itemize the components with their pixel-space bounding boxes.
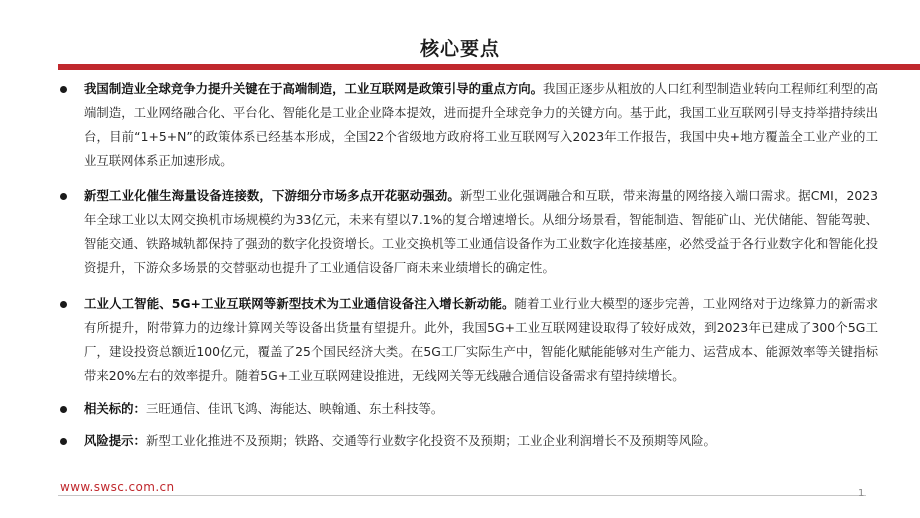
bullet-dot-icon [60, 301, 67, 308]
key-point-body: 随着工业行业大模型的逐步完善，工业网络对于边缘算力的新需求有所提升，附带算力的边缘计算网关等设备出货量有望提升。此外，我国5G+工业互联网建设取得了较好成效，到2023年已建成了300个5G工厂，建设投资总额近100亿元，覆盖了25个国民经济大类。在5G工厂实际生产中，智能化赋能能够对生产能力、运营成本、能源效率等关键指标带来20%左右的效率提升。随着5G+工业互联网建设推进，无线网关等无线融合通信设备需求有望持续增长。 [84, 296, 878, 383]
key-point-heading: 工业人工智能、5G+工业互联网等新型技术为工业通信设备注入增长新动能。 [84, 296, 515, 311]
key-point [60, 77, 878, 173]
bullet-dot-icon [60, 86, 67, 93]
related-stocks-label: 相关标的： [84, 401, 146, 416]
bullet-dot-icon [60, 406, 67, 413]
footer-divider [58, 495, 866, 496]
page-title: 核心要点 [419, 38, 500, 60]
title-divider [58, 64, 920, 70]
key-point-heading: 新型工业化催生海量设备连接数，下游细分市场多点开花驱动强劲。 [84, 188, 460, 203]
bullet-dot-icon [60, 193, 67, 200]
risk-text: 新型工业化推进不及预期；铁路、交通等行业数字化投资不及预期；工业企业利润增长不及预期等风险。 [145, 433, 716, 448]
footer-url-link[interactable]: www.swsc.com.cn [60, 480, 175, 494]
key-point [60, 184, 878, 280]
page-number: 1 [858, 488, 865, 499]
related-stocks-list: 三旺通信、佳讯飞鸿、海能达、映翰通、东土科技等。 [145, 401, 444, 416]
key-point-body: 我国正逐步从粗放的人口红利型制造业转向工程师红利型的高端制造，工业网络融合化、平台化、智能化是工业企业降本提效，进而提升全球竞争力的关键方向。基于此，我国工业互联网引导支持举措持续出台，目前“1+5+N”的政策体系已经基本形成，全国22个省级地方政府将工业互联网写入2023年工作报告，我国中央+地方覆盖全工业产业的工业互联网体系正加速形成。 [84, 81, 879, 168]
bullet-dot-icon [60, 438, 67, 445]
key-point [60, 292, 878, 388]
key-point [60, 397, 878, 421]
key-point-body: 新型工业化强调融合和互联，带来海量的网络接入端口需求。据CMI，2023年全球工业以太网交换机市场规模约为33亿元，未来有望以7.1%的复合增速增长。从细分场景看，智能制造、智能矿山、光伏储能、智能驾驶、智能交通、铁路城轨都保持了强劲的数字化投资增长。工业交换机等工业通信设备作为工业数字化连接基座，必然受益于各行业数字化和智能化投资提升，下游众多场景的交替驱动也提升了工业通信设备厂商未来业绩增长的确定性。 [84, 188, 879, 275]
key-point-heading: 我国制造业全球竞争力提升关键在于高端制造，工业互联网是政策引导的重点方向。 [84, 81, 544, 96]
key-point [60, 429, 878, 453]
risk-label: 风险提示： [84, 433, 146, 448]
key-points-list [60, 76, 878, 453]
